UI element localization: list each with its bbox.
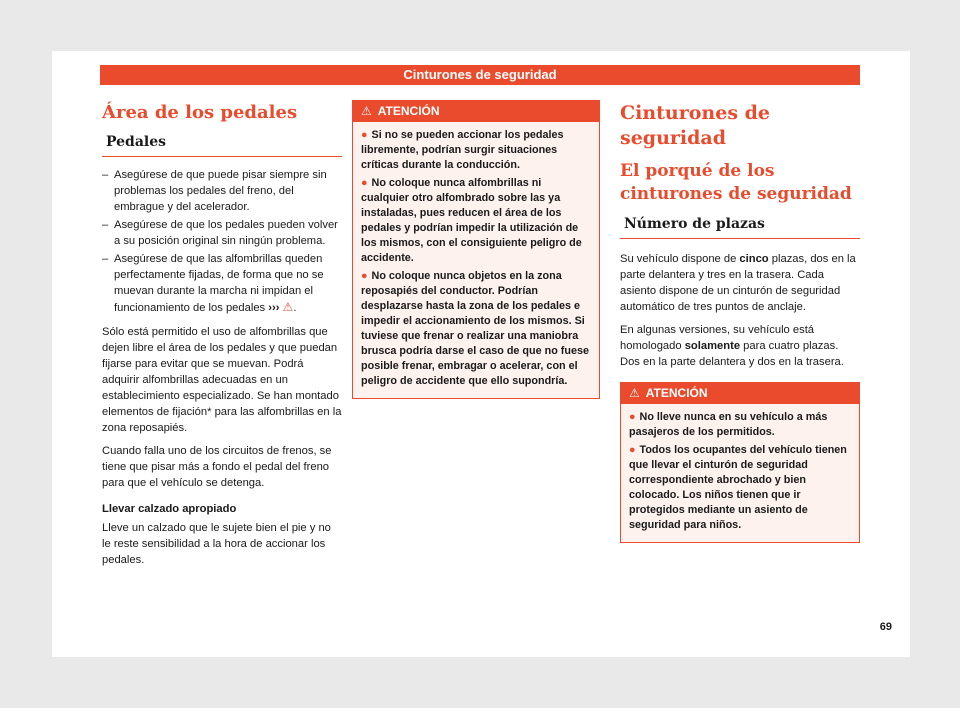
warning-icon: ⚠ bbox=[282, 300, 294, 315]
warning-box bbox=[620, 382, 860, 543]
bullet-icon: ● bbox=[361, 129, 368, 141]
section-subtitle: Pedales bbox=[102, 134, 342, 157]
section-title: El porqué de los cinturones de seguridad bbox=[620, 161, 852, 205]
warning-icon: ⚠ bbox=[361, 104, 372, 118]
chapter-title: Cinturones de seguridad bbox=[620, 102, 771, 149]
manual-page bbox=[52, 51, 910, 657]
paragraph-heading: Llevar calzado apropiado bbox=[102, 503, 237, 516]
pedal-checklist bbox=[102, 167, 342, 316]
warning-body bbox=[353, 122, 599, 398]
paragraph: Lleve un calzado que le sujete bien el pie y no le reste sensibilidad a la hora de accionar los pedales. bbox=[102, 522, 331, 567]
paragraph: Su vehículo dispone de cinco plazas, dos en la parte delantera y tres en la trasera. Cada asiento dispone de un cinturón de seguridad automático de tres puntos de anclaje. bbox=[620, 253, 856, 314]
warning-item: ● Todos los ocupantes del vehículo tienen que llevar el cinturón de seguridad correspondiente abrochado y bien colocado. Los niños tienen que ir protegidos mediante un asiento de seguridad para niños. bbox=[629, 444, 847, 532]
warning-header: ⚠ ATENCIÓN bbox=[621, 383, 859, 404]
right-column bbox=[620, 51, 860, 543]
paragraph: Sólo está permitido el uso de alfombrillas que dejen libre el área de los pedales y que puedan fijarse para evitar que se muevan. Podrá adquirir alfombrillas adecuadas en un establecimiento especializado. Se han montado elementos de fijación* para las alfombrillas en la zona reposapiés. bbox=[102, 326, 342, 435]
warning-item: ● No coloque nunca objetos en la zona reposapiés del conductor. Podrían desplazarse hasta la zona de los pedales e impedir el accionamiento de los mismos. Si tuviese que frenar o realizar una maniobra brusca podría darse el caso de que no fuese posible frenar, embragar o acelerar, con el peligro de accidente que ello supondría. bbox=[361, 270, 590, 387]
section-title: Área de los pedales bbox=[102, 102, 298, 123]
paragraph: Cuando falla uno de los circuitos de frenos, se tiene que pisar más a fondo el pedal del freno para que el vehículo se detenga. bbox=[102, 445, 332, 490]
section-subtitle: Número de plazas bbox=[620, 216, 860, 239]
continue-arrows: ››› bbox=[268, 302, 280, 315]
bullet-icon: ● bbox=[361, 270, 368, 282]
warning-item: ● No lleve nunca en su vehículo a más pasajeros de los permitidos. bbox=[629, 411, 828, 439]
warning-header: ⚠ ATENCIÓN bbox=[353, 101, 599, 122]
warning-item: ● Si no se pueden accionar los pedales libremente, podrían surgir situaciones críticas durante la conducción. bbox=[361, 129, 564, 171]
paragraph: En algunas versiones, su vehículo está homologado solamente para cuatro plazas. Dos en la parte delantera y dos en la trasera. bbox=[620, 324, 844, 369]
middle-column bbox=[352, 100, 600, 399]
warning-item: ● No coloque nunca alfombrillas ni cualquier otro alfombrado sobre las ya instaladas, pues reducen el área de los pedales y podrían impedir la utilización de los mismos, con el consiguiente peligro de accidente. bbox=[361, 177, 582, 264]
bullet-icon: ● bbox=[629, 444, 636, 457]
list-item: – Asegúrese de que las alfombrillas queden perfectamente fijadas, de forma que no se muevan durante la marcha ni impidan el funcionamiento de los pedales ››› ⚠. bbox=[102, 251, 342, 316]
left-column bbox=[102, 51, 342, 575]
bullet-icon: ● bbox=[629, 411, 636, 424]
page-number: 69 bbox=[879, 621, 892, 633]
bullet-icon: ● bbox=[361, 177, 368, 189]
warning-body bbox=[621, 404, 859, 542]
list-item: – Asegúrese de que puede pisar siempre sin problemas los pedales del freno, del embrague y del acelerador. bbox=[102, 167, 342, 215]
list-item: – Asegúrese de que los pedales pueden volver a su posición original sin ningún problema. bbox=[102, 217, 342, 249]
warning-box bbox=[352, 100, 600, 399]
warning-icon: ⚠ bbox=[629, 386, 640, 401]
chapter-header: Cinturones de seguridad bbox=[100, 65, 860, 85]
